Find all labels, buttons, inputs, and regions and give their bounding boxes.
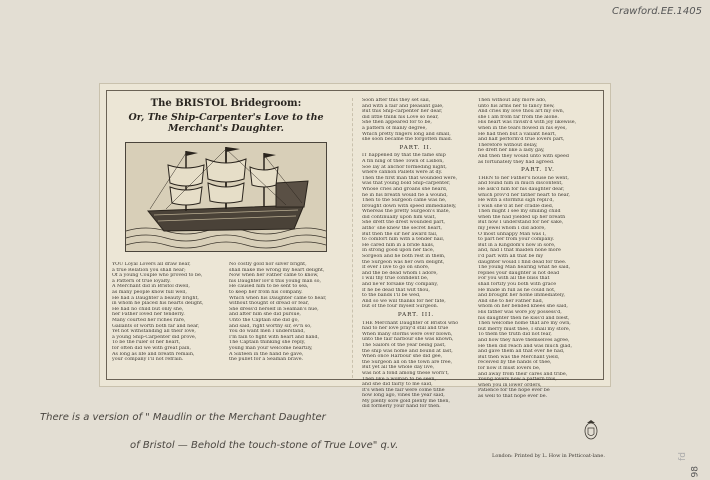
page-number: 98 [690, 466, 700, 478]
verse-line: and she did fairly to me said, [362, 382, 433, 388]
verse-line: As long as life and breath remain, [112, 351, 195, 357]
verse-line: But then the sir her award fail, [362, 231, 438, 237]
handwritten-note-line-1: There is a version of " Maudlin or the Merchant Daughter [40, 412, 326, 423]
verse-line: for now it must lovers be, [478, 365, 541, 371]
handwritten-note-line-2: of Bristol — Behold the touch-stone of True Love" q.v. [130, 440, 399, 451]
verse-line: shall make me wrong my heart delight, [229, 267, 325, 273]
reference-number: Crawford.EE.1405 [612, 6, 702, 17]
verse-line: If ever I live to go on shore, [362, 265, 430, 271]
verse-line: my Jewel whom I did adore, [478, 226, 546, 232]
verse-line: to keep her from his company. [229, 289, 303, 295]
verse-line: had to her love pray'd still and true [362, 326, 449, 332]
verse-line: replies your daughter is not dead [478, 270, 560, 276]
verse-line: and how they have themselves agree, [478, 337, 570, 343]
verse-line: In strong good upon her face, [362, 248, 435, 254]
verse-line: Whereas the pretty Surgeon's mate, [362, 209, 451, 215]
verse-line: He with a stormful sigh repli'd, [478, 198, 555, 204]
verse-line: did formerly your hand for then. [362, 404, 441, 410]
verse-line: she soon became the forgotten maid. [362, 137, 453, 143]
verse-line: It's when the fair were come tithe [362, 387, 445, 393]
verse-line: but merry must thee, I shall my store, [478, 326, 571, 332]
verse-line: When once Harbour she did gee, [362, 354, 443, 360]
verse-line: Then might I see my smiling child [478, 209, 561, 215]
verse-line: where cannon Pallets were at dy. [362, 170, 443, 176]
verse-line: and brought her home immediately, [478, 293, 565, 299]
part-heading: PART. III. [397, 311, 435, 318]
verse-line: a true Relation you shall hear; [112, 267, 186, 273]
verse-line: If he be dead that wilt thou, [362, 287, 430, 293]
verse-line: her Father loved her tenderly. [112, 312, 185, 318]
verse-line: Soon after this they set sail, [362, 98, 431, 103]
verse-line: He ask'd him for his daughter dear, [478, 186, 565, 192]
verse-line: unto his arms her to fancy flew, [478, 103, 555, 109]
opening-verses [112, 262, 340, 363]
verse-line: and after him she did pursue, [229, 312, 301, 318]
pencil-mark: fd [678, 452, 688, 461]
verse-line: YOU Loyal Lovers all draw near, [112, 262, 191, 267]
verse-line: his daughter then he kiss'd and blest, [478, 315, 570, 321]
verse-line: his Daughter lov'd this young man so, [229, 278, 322, 284]
column-1 [112, 98, 340, 363]
verse-line: The Captain thinking she reply, [229, 340, 306, 346]
verse-line: I'd part with all that be my [478, 254, 544, 260]
verse-line: Soe lay at anchor formeding night, [362, 164, 447, 170]
part-heading: PART. IV. [521, 167, 555, 174]
verse-line: I'm fain to fight with heart and hand, [229, 334, 320, 340]
verse-line: he dreft her like a lady gay, [478, 148, 545, 154]
printer-imprint: London: Printed by L. How in Petticoat-lane. [492, 453, 605, 459]
verse-line: I wish she'd at her cradle died, [478, 203, 554, 209]
verse-line: THEN to her Father's house he went, [478, 175, 569, 181]
verse-line: And so we will thanks for her fate, [362, 298, 446, 304]
verse-line: And cries my love thou art my own, [478, 109, 565, 115]
verse-line: was that young bold Ship-carpenter, [362, 181, 451, 187]
verse-line: Whose cries and groans she heard, [362, 186, 448, 192]
verse-line: without thought of dread or fear, [229, 301, 310, 307]
verse-line: Then like a woman to be seen, [362, 376, 437, 382]
verse-line: He then did reach and was much glad, [478, 343, 573, 349]
verse-line: a young Ship-Carpenter did prove, [112, 334, 197, 340]
verse-line: No costly gold nor silver bright, [229, 262, 307, 267]
verse-line: Patience for the hope ever be [478, 388, 550, 394]
verse-line: to comfort him with a tender hail, [362, 237, 445, 243]
verse-line: daughter would I find dead for thee. [478, 259, 567, 265]
verse-line: A Sixteen in the hand he gave, [229, 351, 304, 357]
verse-line: a Pattern of true loyalty. [112, 278, 171, 284]
verse-line: She dress'd herself in Seaman's hue, [229, 306, 319, 312]
verse-line: She dreft the drest wounded part, [362, 220, 446, 226]
verse-line: the Surgeon was her own delight, [362, 259, 445, 265]
verse-line: which prov'd her father heart to hear, [478, 192, 570, 198]
verse-line: But now I understand for her sake, [478, 220, 564, 226]
verse-line: and half perform'd true lovers part, [478, 137, 565, 143]
verse-line: was not a fond among these worn't, [362, 370, 449, 376]
verse-line: When many storms were over blown, [362, 331, 453, 337]
verse-line: young man your welcome heartily, [229, 345, 313, 351]
verse-line: and away from their cares and tribe, [478, 371, 568, 377]
verse-line: The young Man hearing what he said, [478, 265, 571, 271]
verse-line: and ne'er forsake thy company, [362, 282, 438, 287]
verse-line: but of the four myself Surgeon. [362, 304, 439, 310]
verse-line: Now when her Father came to know, [229, 273, 319, 279]
verse-line: And she to her Father had, [478, 298, 544, 304]
ship-woodcut-image [125, 142, 327, 252]
verse-line: and with a fair and pleasant gale, [362, 103, 444, 109]
verse-line: His father was wore joy possess'd, [478, 309, 562, 315]
verse-line: Therefore without delay, [478, 142, 538, 148]
verse-line: as well to that hope ever be. [478, 393, 548, 399]
verse-line: whom on her bended knees she said, [478, 304, 568, 310]
verse-line: and gave them all that ever he had, [478, 349, 565, 355]
verse-line: for often did we with great pain, [112, 345, 191, 351]
verse-line: To them the truth did not fear, [478, 332, 552, 338]
verse-line: when you in lower orders, [478, 382, 542, 388]
verse-line: He had then but a valiant heart, [478, 131, 557, 137]
verse-line: The Sailors of the year being past, [362, 342, 446, 348]
verse-line: and found him in much discontent, [478, 181, 563, 187]
verse-line: and, had I that maiden none more [478, 248, 561, 254]
column-2 [362, 98, 470, 410]
verse-line: Gallants of worth both far and near, [112, 323, 200, 329]
verse-line: To be the ruler of her heart, [112, 340, 181, 346]
verse-line: A fin ning of thee Town of Lisbon, [362, 158, 444, 164]
verse-line: A Merchant did in Bristol dwell, [112, 284, 190, 290]
verse-line: she I am from far from the alone. [478, 114, 559, 120]
verse-line: And then they would unto with speed [478, 153, 569, 159]
verse-line: the ship was home and bound at last, [362, 348, 453, 354]
verse-line: now long ago, vines the year said, [362, 393, 445, 399]
verse-column-right [229, 262, 340, 363]
verse-line: O most unhappy Man was I, [478, 231, 547, 237]
verse-line: I will thy true confident be, [362, 276, 429, 282]
part-heading: PART. II. [399, 144, 433, 151]
verse-line: He made in full as he could not, [478, 287, 556, 293]
column-divider [352, 98, 353, 378]
verse-line: His heart was ravish'd with joy likewise, [478, 120, 577, 126]
verse-line: But then was the Merchant yield, [478, 354, 560, 360]
verse-line: altho' she knew the secret heart, [362, 226, 443, 232]
verse-line: your company I'll not refrain. [112, 357, 184, 363]
verse-line: Which when his Daughter came to hear, [229, 295, 327, 301]
verse-line: shall fortify you both with grace [478, 282, 557, 287]
verse-line: a pattern of manly degree, [362, 125, 427, 131]
verse-line: You do want men I understand, [229, 329, 305, 335]
verse-line: Unto the Captain she did go, [229, 317, 299, 323]
verse-line: He had no child but only she, [112, 306, 184, 312]
verse-line: to the bands I'll be wed, [362, 293, 421, 299]
verse-line: But this Ship-carpenter her dear, [362, 109, 443, 115]
ballad-title: The BRISTOL Bridegroom: [150, 98, 302, 109]
verse-line: as fortunately they had agreed. [478, 159, 555, 165]
verse-column-left [112, 262, 223, 363]
verse-line: and the be dead whom I adore, [362, 270, 438, 276]
verse-line: For you with all the bliss that [478, 276, 550, 282]
verse-line: Of a young Couple who proved to be, [112, 273, 203, 279]
verse-line: as many people know full well, [112, 289, 187, 295]
verse-line: brought down with speed immediately, [362, 203, 457, 209]
verse-line: But yet all the whole day live, [362, 365, 435, 371]
verse-line: did little think his Love so near, [362, 114, 439, 120]
verse-line: Then the first man that wounded were, [362, 175, 458, 181]
royal-arms-emblem [584, 420, 598, 440]
verse-line: Yet not withstanding all their love, [112, 329, 196, 335]
verse-line: Many courted her riches rare, [112, 317, 186, 323]
verse-line: when the had yielded up her breath [478, 214, 566, 220]
verse-line: Then welcome home that are my own, [478, 321, 571, 327]
verse-line: THE Merchant Daughter of Bristol who [362, 320, 459, 326]
verse-line: He had a Daughter a beauty bright, [112, 295, 199, 301]
verse-line: when in the tears flowed in his eyes, [478, 125, 567, 131]
verse-line: He caused him to be sent to sea, [229, 284, 309, 290]
verse-line: did continually upon him wait, [362, 214, 436, 220]
verse-line: received by the hands of thee, [478, 360, 552, 366]
verse-line: My plenty sore gold plenty me then, [362, 398, 451, 404]
verse-line: the pullet for a Seaman brave. [229, 357, 304, 363]
verse-line: he in his breath would fie a wound, [362, 192, 448, 198]
verse-line: Young lovers now a pattern this, [478, 377, 557, 383]
verse-line: unto the fair harbour she was known, [362, 337, 454, 343]
verse-line: But in a Kingdom's now in sore, [478, 242, 556, 248]
verse-line: Which pretty fingers long and small, [362, 131, 451, 137]
verse-line: and said, right worthy sir, ev'n so, [229, 323, 312, 329]
ballad-subtitle: Or, The Ship-Carpenter's Love to the Merchant's Daughter. [128, 112, 324, 134]
verse-line: Then without any more ado, [478, 98, 547, 103]
column-3 [478, 98, 598, 399]
verse-line: the Surgeon all on the town are free, [362, 359, 453, 365]
verse-line: He cared him in a bride hails, [362, 242, 435, 248]
verse-line: Sorgeon and he both rest in them, [362, 254, 446, 260]
verse-line: She then appeared for to be, [362, 120, 432, 126]
verse-line: in whom he placed his hearts delight, [112, 301, 204, 307]
verse-line: IT happened by that the fame ship [362, 153, 446, 159]
verse-line: to part her from your company. [478, 237, 555, 243]
verse-line: Then to the Surgeon came was he, [362, 198, 447, 204]
